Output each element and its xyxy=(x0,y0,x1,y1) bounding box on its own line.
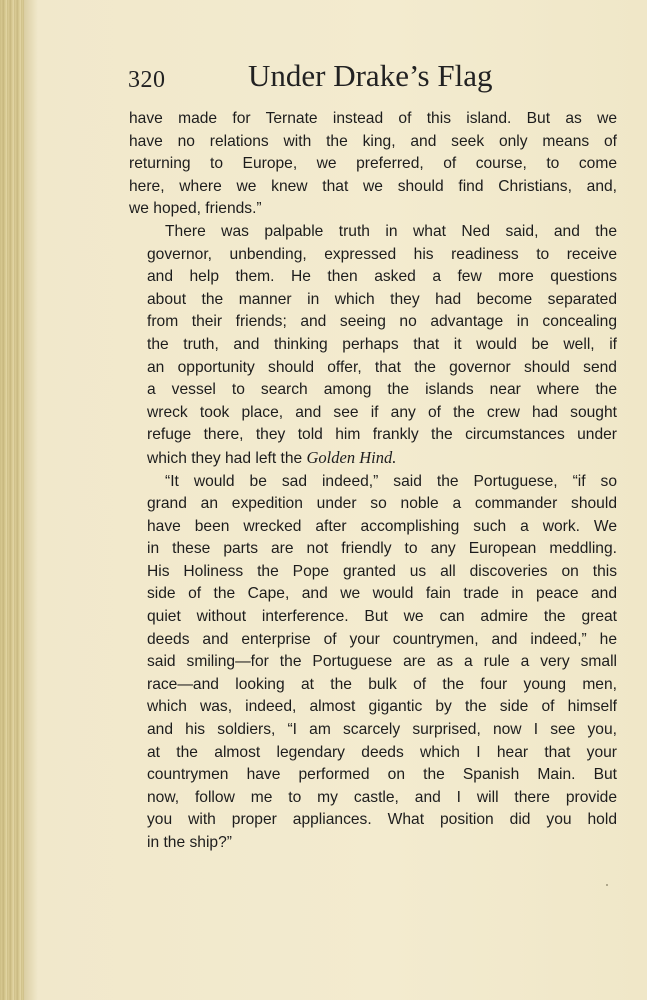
text-line: have no relations with the king, and seek only means of xyxy=(129,132,617,150)
text-fragment: which they had left the xyxy=(147,449,307,467)
text-line: returning to Europe, we preferred, of course, to come xyxy=(129,155,617,173)
text-line: we hoped, friends.” xyxy=(129,200,262,218)
body-text xyxy=(129,108,617,855)
text-line: “It would be sad indeed,” said the Portuguese, “if so xyxy=(165,472,617,490)
text-line: refuge there, they told him frankly the circumstances under xyxy=(147,426,617,444)
paragraph-2 xyxy=(129,221,617,471)
text-line: wreck took place, and see if any of the crew had sought xyxy=(147,403,617,421)
text-line: said smiling—for the Portuguese are as a rule a very small xyxy=(147,653,617,671)
text-line: have been wrecked after accomplishing such a work. We xyxy=(147,517,617,535)
text-line: There was palpable truth in what Ned said, and the xyxy=(165,222,617,240)
text-line: quiet without interference. But we can admire the great xyxy=(147,608,617,626)
text-line: the truth, and thinking perhaps that it would be well, if xyxy=(147,335,617,353)
text-line-with-italic xyxy=(129,447,617,471)
text-line: an opportunity should offer, that the governor should send xyxy=(147,358,617,376)
text-line: which was, indeed, almost gigantic by the side of himself xyxy=(147,698,617,716)
paper-speck xyxy=(606,884,608,886)
text-line: in these parts are not friendly to any European meddling. xyxy=(147,540,617,558)
text-line: now, follow me to my castle, and I will there provide xyxy=(147,788,617,806)
text-line: a vessel to search among the islands near where the xyxy=(147,381,617,399)
page-header xyxy=(128,58,628,98)
text-line: here, where we knew that we should find Christians, and, xyxy=(129,177,617,195)
text-line: at the almost legendary deeds which I hear that your xyxy=(147,743,617,761)
text-line: you with proper appliances. What position did you hold xyxy=(147,811,617,829)
text-line: grand an expedition under so noble a commander should xyxy=(147,495,617,513)
text-line: countrymen have performed on the Spanish Main. But xyxy=(147,766,617,784)
text-line: His Holiness the Pope granted us all discoveries on this xyxy=(147,562,617,580)
text-line: side of the Cape, and we would fain trade in peace and xyxy=(147,585,617,603)
text-line: governor, unbending, expressed his readiness to receive xyxy=(147,245,617,263)
text-line: about the manner in which they had become separated xyxy=(147,290,617,308)
page-number: 320 xyxy=(128,67,166,93)
binding-shadow xyxy=(24,0,38,1000)
text-line: have made for Ternate instead of this island. But as we xyxy=(129,110,617,127)
text-line: in the ship?” xyxy=(147,834,232,851)
ship-name-italic: Golden Hind. xyxy=(306,447,397,467)
text-line: race—and looking at the bulk of the four young men, xyxy=(147,675,617,693)
text-line: and help them. He then asked a few more questions xyxy=(147,268,617,286)
paragraph-3 xyxy=(129,471,617,855)
page-binding-edge xyxy=(0,0,24,1000)
text-line: deeds and enterprise of your countrymen, and indeed,” he xyxy=(147,630,617,648)
running-title: Under Drake’s Flag xyxy=(248,58,493,93)
paragraph-1 xyxy=(129,108,617,221)
text-line: from their friends; and seeing no advantage in concealing xyxy=(147,313,617,331)
text-line: and his soldiers, “I am scarcely surprised, now I see you, xyxy=(147,721,617,739)
